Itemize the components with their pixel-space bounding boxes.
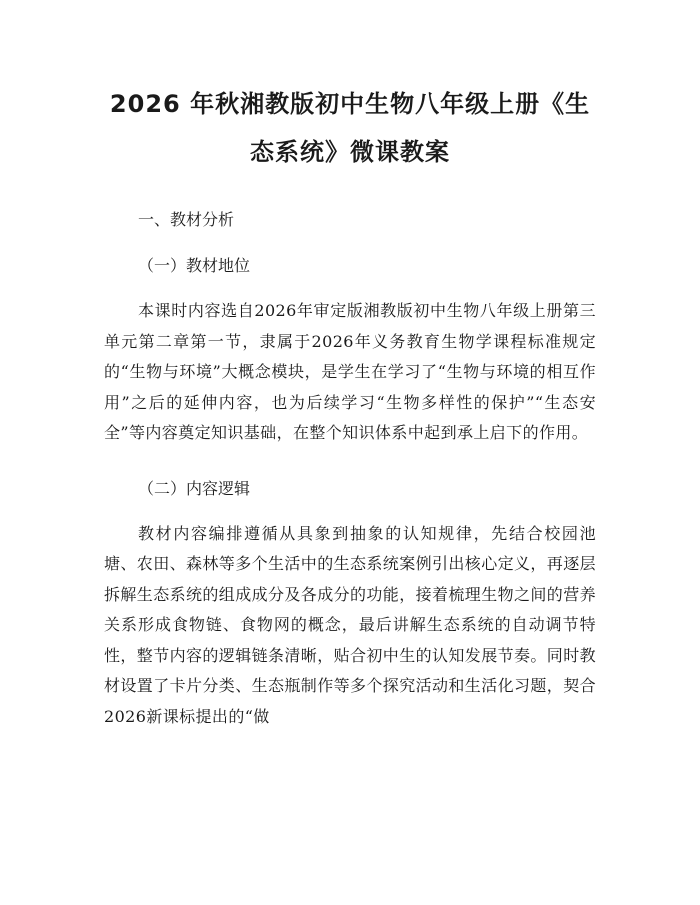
subsection-heading-content-logic: （二）内容逻辑 <box>138 478 251 498</box>
document-title: 2026 年秋湘教版初中生物八年级上册《生态系统》微课教案 <box>109 90 591 166</box>
paragraph-content-logic: 教材内容编排遵循从具象到抽象的认知规律，先结合校园池塘、农田、森林等多个生活中的生态系统案例引出核心定义，再逐层拆解生态系统的组成成分及各成分的功能，接着梳理生物之间的营养关系形成食物链、食物网的概念，最后讲解生态系统的自动调节特性，整节内容的逻辑链条清晰，贴合初中生的认知发展节奏。同时教材设置了卡片分类、生态瓶制作等多个探究活动和生活化习题，契合2026新课标提出的“做 <box>104 523 597 726</box>
subsection-heading-textbook-position: （一）教材地位 <box>138 256 251 275</box>
paragraph-textbook-position: 本课时内容选自2026年审定版湘教版初中生物八年级上册第三单元第二章第一节，隶属于2026年义务教育生物学课程标准规定的“生物与环境”大概念模块，是学生在学习了“生物与环境的相互作用”之后的延伸内容，也为后续学习“生物多样性的保护”“生态安全”等内容奠定知识基础，在整个知识体系中起到承上启下的作用。 <box>104 301 596 442</box>
section-heading-textbook-analysis: 一、教材分析 <box>138 210 235 229</box>
